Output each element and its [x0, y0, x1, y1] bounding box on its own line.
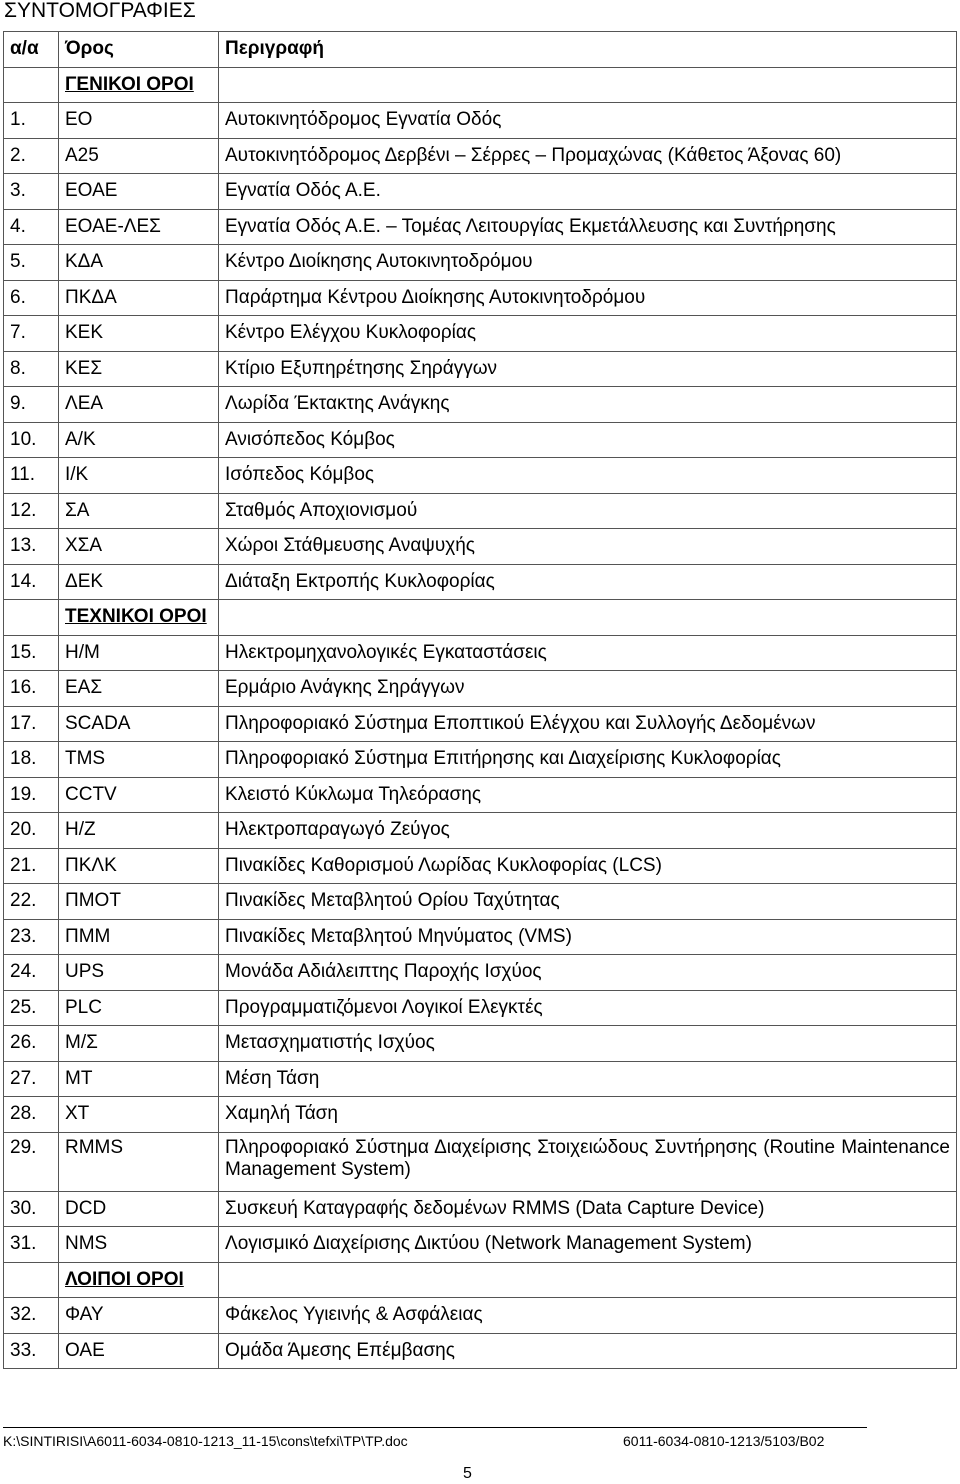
table-row — [4, 706, 957, 742]
table-row — [4, 458, 957, 494]
section-num-cell — [4, 1262, 59, 1298]
row-description: Πληροφοριακό Σύστημα Επιτήρησης και Διαχείρισης Κυκλοφορίας — [219, 742, 957, 778]
row-number: 8. — [4, 351, 59, 387]
table-row — [4, 777, 957, 813]
row-term: ΛΕΑ — [59, 387, 219, 423]
section-title: ΛΟΙΠΟΙ ΟΡΟΙ — [65, 1268, 184, 1290]
row-term: ΣΑ — [59, 493, 219, 529]
table-row — [4, 1061, 957, 1097]
header-term: Όρος — [59, 32, 219, 68]
table-row — [4, 990, 957, 1026]
row-number: 20. — [4, 813, 59, 849]
header-num: α/α — [4, 32, 59, 68]
section-row — [4, 600, 957, 636]
row-number: 25. — [4, 990, 59, 1026]
row-number: 15. — [4, 635, 59, 671]
table-row — [4, 174, 957, 210]
row-number: 21. — [4, 848, 59, 884]
row-description: Χώροι Στάθμευσης Αναψυχής — [219, 529, 957, 565]
table-row — [4, 316, 957, 352]
row-number: 12. — [4, 493, 59, 529]
row-term: ΟΑΕ — [59, 1333, 219, 1369]
row-number: 13. — [4, 529, 59, 565]
row-number: 5. — [4, 245, 59, 281]
table-row — [4, 1333, 957, 1369]
section-title: ΓΕΝΙΚΟΙ ΟΡΟΙ — [65, 73, 194, 95]
row-number: 26. — [4, 1026, 59, 1062]
row-description: Φάκελος Υγιεινής & Ασφάλειας — [219, 1298, 957, 1334]
row-term: ΕΟ — [59, 103, 219, 139]
row-term: ΚΕΣ — [59, 351, 219, 387]
row-number: 27. — [4, 1061, 59, 1097]
row-number: 29. — [4, 1132, 59, 1191]
row-number: 2. — [4, 138, 59, 174]
header-desc: Περιγραφή — [219, 32, 957, 68]
table-row — [4, 387, 957, 423]
row-number: 33. — [4, 1333, 59, 1369]
table-row — [4, 1132, 957, 1191]
row-term: Α/Κ — [59, 422, 219, 458]
row-term: ΧΣΑ — [59, 529, 219, 565]
row-description: Σταθμός Αποχιονισμού — [219, 493, 957, 529]
row-description: Πληροφοριακό Σύστημα Εποπτικού Ελέγχου και Συλλογής Δεδομένων — [219, 706, 957, 742]
row-number: 31. — [4, 1227, 59, 1263]
row-description: Αυτοκινητόδρομος Εγνατία Οδός — [219, 103, 957, 139]
row-term: SCADA — [59, 706, 219, 742]
row-term: ΕΟΑΕ — [59, 174, 219, 210]
row-term: TMS — [59, 742, 219, 778]
row-term: DCD — [59, 1191, 219, 1227]
row-number: 4. — [4, 209, 59, 245]
row-number: 22. — [4, 884, 59, 920]
row-description: Κέντρο Ελέγχου Κυκλοφορίας — [219, 316, 957, 352]
row-term: Η/Ζ — [59, 813, 219, 849]
row-term: ΦΑΥ — [59, 1298, 219, 1334]
row-number: 18. — [4, 742, 59, 778]
table-row — [4, 103, 957, 139]
row-description: Εγνατία Οδός Α.Ε. – Τομέας Λειτουργίας Εκμετάλλευσης και Συντήρησης — [219, 209, 957, 245]
table-row — [4, 422, 957, 458]
page-title: ΣΥΝΤΟΜΟΓΡΑΦΙΕΣ — [4, 0, 196, 22]
section-title-cell — [59, 67, 219, 103]
table-header-row — [4, 32, 957, 68]
footer-file-path: K:\SINTIRISI\A6011-6034-0810-1213_11-15\cons\tefxi\TP\TP.doc — [3, 1433, 408, 1449]
row-number: 32. — [4, 1298, 59, 1334]
table-row — [4, 138, 957, 174]
section-title-cell — [59, 1262, 219, 1298]
row-term: ΚΕΚ — [59, 316, 219, 352]
table-row — [4, 564, 957, 600]
row-term: ΕΟΑΕ-ΛΕΣ — [59, 209, 219, 245]
section-row — [4, 67, 957, 103]
footer-document-code: 6011-6034-0810-1213/5103/B02 — [623, 1433, 825, 1449]
row-description: Ηλεκτροπαραγωγό Ζεύγος — [219, 813, 957, 849]
row-number: 28. — [4, 1097, 59, 1133]
row-description: Κλειστό Κύκλωμα Τηλεόρασης — [219, 777, 957, 813]
row-term: ΕΑΣ — [59, 671, 219, 707]
row-description: Πληροφοριακό Σύστημα Διαχείρισης Στοιχειώδους Συντήρησης (Routine Maintenance Management System) — [219, 1132, 957, 1191]
abbreviations-table-body — [4, 32, 957, 1369]
row-term: PLC — [59, 990, 219, 1026]
row-description: Ομάδα Άμεσης Επέμβασης — [219, 1333, 957, 1369]
table-row — [4, 848, 957, 884]
table-row — [4, 493, 957, 529]
footer-divider — [3, 1427, 867, 1428]
section-num-cell — [4, 600, 59, 636]
table-row — [4, 742, 957, 778]
table-row — [4, 635, 957, 671]
row-description: Πινακίδες Μεταβλητού Ορίου Ταχύτητας — [219, 884, 957, 920]
row-term: ΔΕΚ — [59, 564, 219, 600]
row-description: Διάταξη Εκτροπής Κυκλοφορίας — [219, 564, 957, 600]
row-term: Μ/Σ — [59, 1026, 219, 1062]
row-description: Ισόπεδος Κόμβος — [219, 458, 957, 494]
row-description: Εγνατία Οδός Α.Ε. — [219, 174, 957, 210]
table-row — [4, 884, 957, 920]
row-number: 3. — [4, 174, 59, 210]
row-term: ΜΤ — [59, 1061, 219, 1097]
table-row — [4, 1298, 957, 1334]
section-desc-cell — [219, 600, 957, 636]
row-description: Μονάδα Αδιάλειπτης Παροχής Ισχύος — [219, 955, 957, 991]
row-description: Κέντρο Διοίκησης Αυτοκινητοδρόμου — [219, 245, 957, 281]
row-description: Συσκευή Καταγραφής δεδομένων RMMS (Data Capture Device) — [219, 1191, 957, 1227]
row-term: Η/Μ — [59, 635, 219, 671]
row-term: ΠΜΟΤ — [59, 884, 219, 920]
table-row — [4, 813, 957, 849]
table-row — [4, 1026, 957, 1062]
row-term: ΧΤ — [59, 1097, 219, 1133]
row-description: Παράρτημα Κέντρου Διοίκησης Αυτοκινητοδρόμου — [219, 280, 957, 316]
row-description: Ερμάριο Ανάγκης Σηράγγων — [219, 671, 957, 707]
table-row — [4, 245, 957, 281]
table-row — [4, 529, 957, 565]
row-number: 11. — [4, 458, 59, 494]
row-term: ΠΚΔΑ — [59, 280, 219, 316]
row-number: 7. — [4, 316, 59, 352]
row-description: Ανισόπεδος Κόμβος — [219, 422, 957, 458]
row-description: Αυτοκινητόδρομος Δερβένι – Σέρρες – Προμαχώνας (Κάθετος Άξονας 60) — [219, 138, 957, 174]
row-term: Ι/Κ — [59, 458, 219, 494]
table-row — [4, 1227, 957, 1263]
row-number: 1. — [4, 103, 59, 139]
row-term: UPS — [59, 955, 219, 991]
table-row — [4, 351, 957, 387]
section-title-cell — [59, 600, 219, 636]
page-number: 5 — [463, 1465, 472, 1482]
row-term: Α25 — [59, 138, 219, 174]
row-number: 19. — [4, 777, 59, 813]
table-row — [4, 955, 957, 991]
row-description: Κτίριο Εξυπηρέτησης Σηράγγων — [219, 351, 957, 387]
row-term: ΠΜΜ — [59, 919, 219, 955]
row-number: 16. — [4, 671, 59, 707]
row-term: ΚΔΑ — [59, 245, 219, 281]
row-number: 14. — [4, 564, 59, 600]
row-number: 10. — [4, 422, 59, 458]
row-description: Λογισμικό Διαχείρισης Δικτύου (Network Management System) — [219, 1227, 957, 1263]
row-term: RMMS — [59, 1132, 219, 1191]
table-row — [4, 919, 957, 955]
row-term: ΠΚΛΚ — [59, 848, 219, 884]
section-row — [4, 1262, 957, 1298]
row-number: 9. — [4, 387, 59, 423]
row-term: NMS — [59, 1227, 219, 1263]
row-description: Χαμηλή Τάση — [219, 1097, 957, 1133]
row-description: Μετασχηματιστής Ισχύος — [219, 1026, 957, 1062]
row-number: 24. — [4, 955, 59, 991]
table-row — [4, 671, 957, 707]
table-row — [4, 209, 957, 245]
row-description: Πινακίδες Μεταβλητού Μηνύματος (VMS) — [219, 919, 957, 955]
row-description: Μέση Τάση — [219, 1061, 957, 1097]
row-number: 30. — [4, 1191, 59, 1227]
table-row — [4, 1191, 957, 1227]
section-num-cell — [4, 67, 59, 103]
row-term: CCTV — [59, 777, 219, 813]
row-number: 23. — [4, 919, 59, 955]
row-description: Λωρίδα Έκτακτης Ανάγκης — [219, 387, 957, 423]
row-number: 17. — [4, 706, 59, 742]
row-number: 6. — [4, 280, 59, 316]
abbreviations-table — [3, 31, 957, 1369]
table-row — [4, 1097, 957, 1133]
section-desc-cell — [219, 67, 957, 103]
row-description: Προγραμματιζόμενοι Λογικοί Ελεγκτές — [219, 990, 957, 1026]
section-title: ΤΕΧΝΙΚΟΙ ΟΡΟΙ — [65, 606, 207, 628]
row-description: Ηλεκτρομηχανολογικές Εγκαταστάσεις — [219, 635, 957, 671]
section-desc-cell — [219, 1262, 957, 1298]
row-description: Πινακίδες Καθορισμού Λωρίδας Κυκλοφορίας (LCS) — [219, 848, 957, 884]
table-row — [4, 280, 957, 316]
